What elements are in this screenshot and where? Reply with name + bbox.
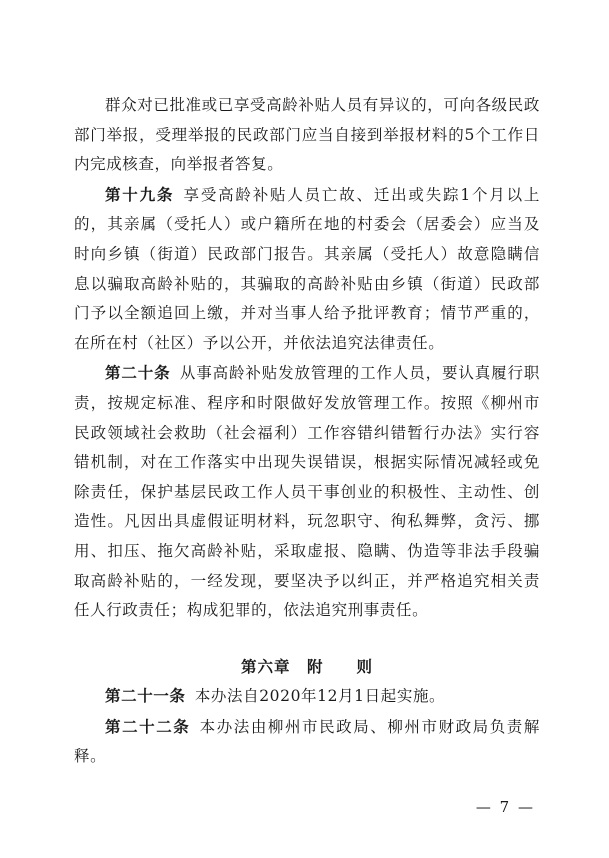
article-22 — [74, 712, 540, 772]
article-text: 本办法由柳州市民政局、柳州市财政局负责解释。 — [74, 717, 540, 766]
article-21 — [74, 681, 540, 712]
article-number: 第二十二条 — [105, 716, 191, 736]
spacer — [74, 626, 540, 638]
paragraph-complaint — [74, 91, 540, 180]
article-number: 第十九条 — [105, 184, 175, 204]
article-number: 第二十一条 — [105, 686, 186, 706]
chapter-title: 第六章 附 则 — [240, 656, 373, 676]
article-20 — [74, 358, 540, 625]
article-number: 第二十条 — [105, 363, 171, 383]
article-text: 本办法自2020年12月1日起实施。 — [194, 687, 446, 706]
paragraph-text: 群众对已批准或已享受高龄补贴人员有异议的，可向各级民政部门举报，受理举报的民政部门应当自接到举报材料的5个工作日内完成核查，向举报者答复。 — [74, 96, 540, 174]
article-text: 从事高龄补贴发放管理的工作人员，要认真履行职责，按规定标准、程序和时限做好发放管理工作。按照《柳州市民政领域社会救助（社会福利）工作容错纠错暂行办法》实行容错机制，对在工作落实中出现失误错误，根据实际情况减轻或免除责任，保护基层民政工作人员干事创业的积极性、主动性、创造性。凡因出具虚假证明材料，玩忽职守、徇私舞弊，贪污、挪用、扣压、拖欠高龄补贴，采取虚报、隐瞒、伪造等非法手段骗取高龄补贴的，一经发现，要坚决予以纠正，并严格追究相关责任人行政责任；构成犯罪的，依法追究刑事责任。 — [74, 364, 541, 620]
page-number: — 7 — — [475, 798, 535, 816]
article-19 — [74, 180, 540, 359]
document-body — [74, 91, 540, 772]
article-text: 享受高龄补贴人员亡故、迁出或失踪1个月以上的，其亲属（受托人）或户籍所在地的村委会（居委会）应当及时向乡镇（街道）民政部门报告。其亲属（受托人）故意隐瞒信息以骗取高龄补贴的，其骗取的高龄补贴由乡镇（街道）民政部门予以全额追回上缴，并对当事人给予批评教育；情节严重的，在所在村（社区）予以公开，并依法追究法律责任。 — [74, 185, 541, 352]
